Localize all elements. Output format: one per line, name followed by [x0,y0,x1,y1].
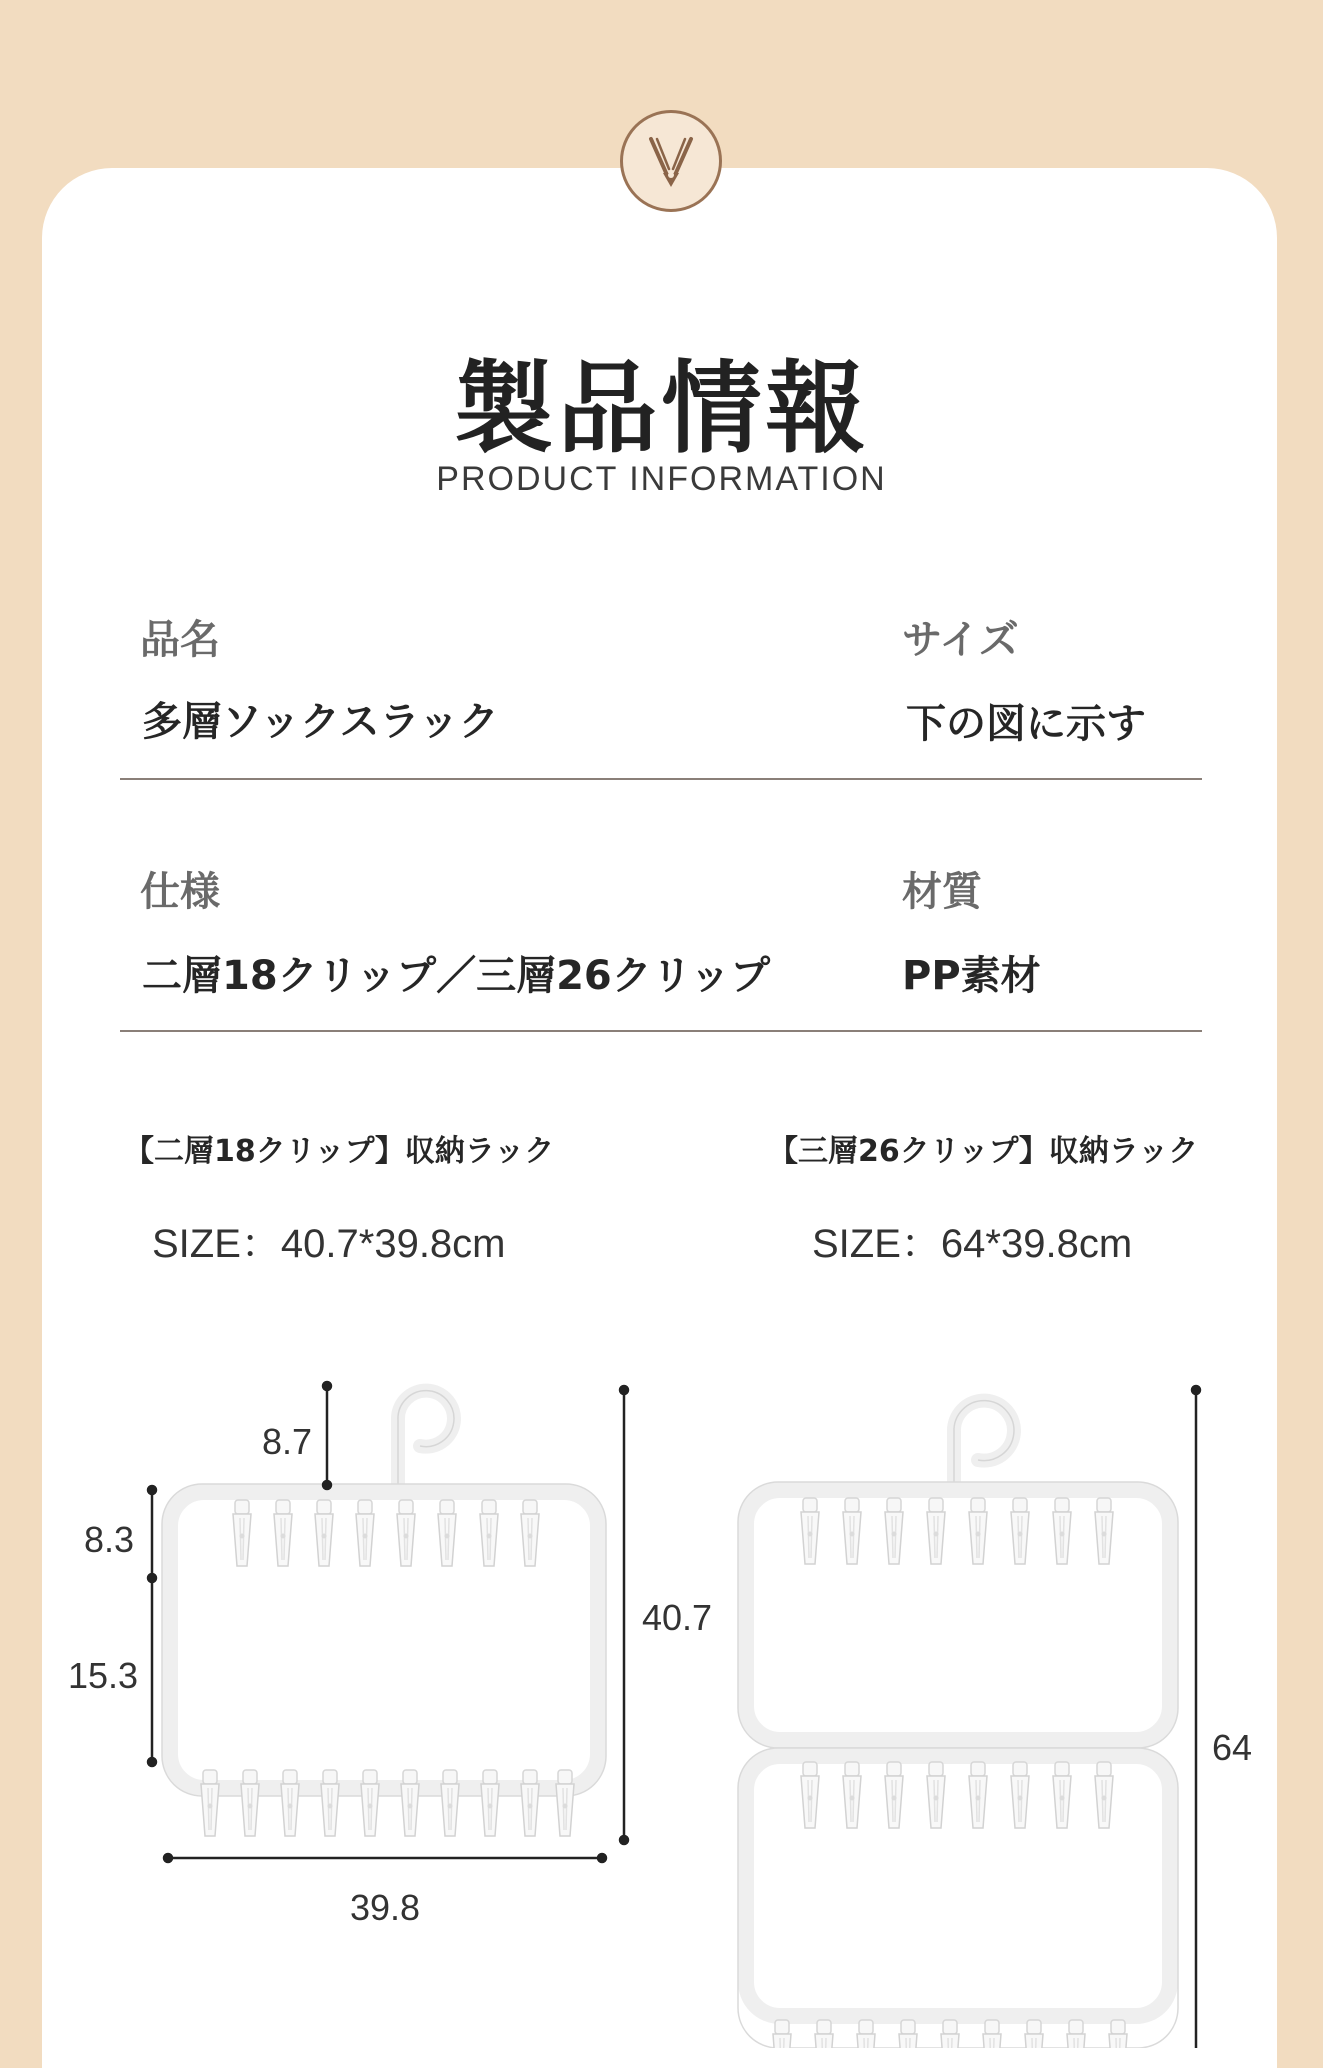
spec-label-spec: 仕様 [140,869,220,915]
clothespin-icon [620,110,722,212]
middle-clips [801,1762,1113,1828]
divider [120,1030,1202,1032]
spec-value-material: PP素材 [902,953,1041,999]
spec-label-name: 品名 [140,617,220,663]
top-clips [233,1500,539,1566]
spec-value-spec: 二層18クリップ／三層26クリップ [142,953,771,999]
dim-width: 39.8 [350,1887,421,1928]
spec-value-name: 多層ソックスラック [142,699,499,745]
spec-value-size: 下の図に示す [906,701,1146,747]
upper-clips [801,1498,1113,1564]
dim-top: 8.3 [84,1519,135,1560]
dim-middle: 15.3 [68,1655,139,1696]
product-name-three-tier: 【三層26クリップ】収納ラック [768,1134,1199,1169]
page-subtitle: PRODUCT INFORMATION [436,460,887,498]
rack-diagram [0,1360,1323,2048]
product-size-three-tier: SIZE：64*39.8cm [812,1222,1133,1266]
dim-height-three-tier: 64 [1212,1727,1253,1768]
product-name-two-tier: 【二層18クリップ】収納ラック [124,1134,555,1169]
two-tier-rack [162,1391,606,1836]
divider [120,778,1202,780]
dim-hook: 8.7 [262,1421,313,1462]
bottom-clips [201,1770,574,1836]
page-title: 製品情報 [453,350,870,467]
three-tier-rack [738,1401,1178,2048]
lower-clips [773,2020,1127,2048]
spec-label-material: 材質 [902,869,982,915]
spec-label-size: サイズ [902,617,1019,663]
product-size-two-tier: SIZE：40.7*39.8cm [152,1222,506,1266]
dim-height-two-tier: 40.7 [642,1597,713,1638]
